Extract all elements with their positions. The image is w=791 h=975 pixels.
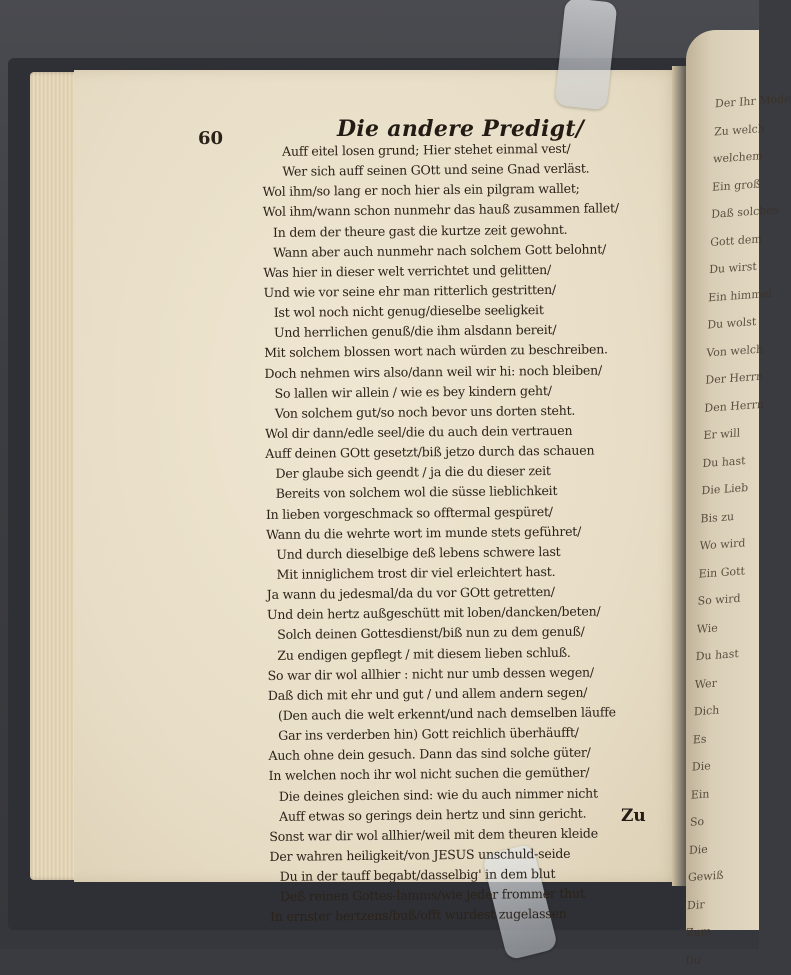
facing-page-line: Von welch [706,342,764,360]
facing-page-line: Du hast [695,647,739,664]
facing-page-line: Du wirst [709,259,758,277]
poem-line: Doch nehmen wirs also/dann weil wir hi: noch bleiben/ [264,362,602,381]
facing-page-line: Zu welch [713,121,766,139]
facing-page [684,30,791,968]
poem-line: Mit solchem blossen wort nach würden zu beschreiben. [264,341,608,361]
poem-line: Daß dich mit ehr und gut / und allem andern segen/ [267,684,588,703]
facing-page-line: So wird [697,591,741,608]
poem-line: Zu endigen gepflegt / mit diesem lieben schluß. [277,644,571,663]
poem-line: Auch ohne dein gesuch. Dann das sind solche güter/ [268,744,591,764]
facing-page-line: Der Ihr Mode [714,92,791,111]
poem-line: Du in der tauff begabt/dasselbig' in dem blut [279,866,556,884]
running-head: Die andere Predigt/ [337,116,585,142]
poem-line: Auff deinen GOtt gesetzt/biß jetzo durch das schauen [265,442,595,462]
poem-line: Und herrlichen genuß/die ihm alsdann bereit/ [273,322,557,341]
facing-page-line: welchem [712,149,763,166]
facing-page-line: Die [691,759,711,774]
poem-text-block [262,138,670,928]
poem-line: Wol dir dann/edle seel/die du auch dein vertrauen [264,422,573,441]
poem-line: Wol ihm/wann schon nunmehr das hauß zusammen fallet/ [262,200,619,220]
facing-page-line: Er will [703,426,741,443]
poem-line: Solch deinen Gottesdienst/biß nun zu dem genuß/ [277,624,585,643]
poem-line: Und dein hertz außgeschütt mit loben/dancken/beten/ [266,603,601,623]
poem-line: Sonst war dir wol allhier/weil mit dem theuren kleide [269,825,598,844]
poem-line: Der wahren heiligkeit/von JESUS unschuld-seide [269,845,571,864]
facing-page-line: Zum [685,924,712,940]
poem-line: Mit inniglichem trost dir viel erleichtert hast. [276,563,556,582]
facing-page-line: Gewiß [687,868,724,885]
poem-line: Und wie vor seine ehr man ritterlich gestritten/ [263,281,556,300]
poem-line: So lallen wir allein / wie es bey kindern geht/ [274,382,552,401]
poem-line: Auff eitel losen grund; Hier stehet einmal vest/ [282,140,571,159]
poem-line: Der glaube sich geendt / ja die du dieser zeit [275,463,551,482]
poem-line: (Den auch die welt erkennt/und nach demselben läuffe [277,704,616,723]
poem-line: Die deines gleichen sind: wie du auch nimmer nicht [278,785,598,804]
poem-line: In lieben vorgeschmack so offtermal gespüret/ [265,503,553,522]
poem-line: Wer sich auff seinen GOtt und seine Gnad verläst. [282,160,590,179]
facing-page-line: Wo wird [699,536,746,553]
facing-page-line: Bis zu [700,509,735,525]
facing-page-line: Ein Gott [698,563,746,581]
facing-page-line: So [689,814,705,829]
poem-line: Von solchem gut/so noch bevor uns dorten steht. [274,402,576,421]
poem-line: In ernster hertzens/buß/offt wurdest zugelassen [270,906,567,925]
facing-page-line: Du wolst [707,314,757,332]
facing-page-line: Du [684,952,702,968]
facing-page-line: Der Herrn [705,369,764,387]
facing-page-line: Ein himmel [708,286,772,304]
facing-page-line: Wer [694,676,718,691]
page-edges [30,72,80,880]
facing-page-line: Du hast [702,453,746,470]
poem-line: Ja wann du jedesmal/da du vor GOtt getretten/ [266,584,555,603]
facing-page-text [684,85,791,974]
facing-page-line: Wie [696,620,719,636]
poem-line: Bereits von solchem wol die süsse lieblichkeit [275,483,558,502]
poem-line: Wann aber auch nunmehr nach solchem Gott belohnt/ [273,241,607,260]
poem-line: In dem der theure gast die kurtze zeit gewohnt. [272,221,568,240]
facing-page-line: Dich [693,703,720,719]
catchword: Zu [621,806,646,826]
poem-line: Und durch dieselbige deß lebens schwere last [276,543,561,562]
poem-line: Gar ins verderben hin) Gott reichlich überhäufft/ [278,724,579,743]
poem-line: Deß reinen Gottes-lamms/wie jeder frommer thut [279,885,585,905]
facing-page-line: Gott dem [709,231,763,249]
poem-line: Ist wol noch nicht genug/dieselbe seeligkeit [273,302,544,321]
poem-line: So war dir wol allhier : nicht nur umb dessen wegen/ [267,664,594,683]
facing-page-line: Daß solches [710,203,779,221]
poem-line: In welchen noch ihr wol nicht suchen die gemüther/ [268,764,590,784]
facing-page-line: Ein groß [711,176,761,194]
facing-page-line: Die [688,842,709,857]
facing-page-line: Dir [686,897,705,912]
facing-page-line: Ein [690,786,710,802]
facing-page-line: Es [692,731,707,746]
poem-line: Wann du die wehrte wort im munde stets geführet/ [266,523,582,542]
facing-page-line: Die Lieb [701,480,749,498]
poem-line: Was hier in dieser welt verrichtet und gelitten/ [263,261,551,280]
facing-page-line: Den Herrn [704,397,765,415]
page-number: 60 [198,128,224,149]
poem-line: Wol ihm/so lang er noch hier als ein pilgram wallet; [262,180,580,200]
poem-line: Auff etwas so gerings dein hertz und sinn gericht. [278,805,587,824]
